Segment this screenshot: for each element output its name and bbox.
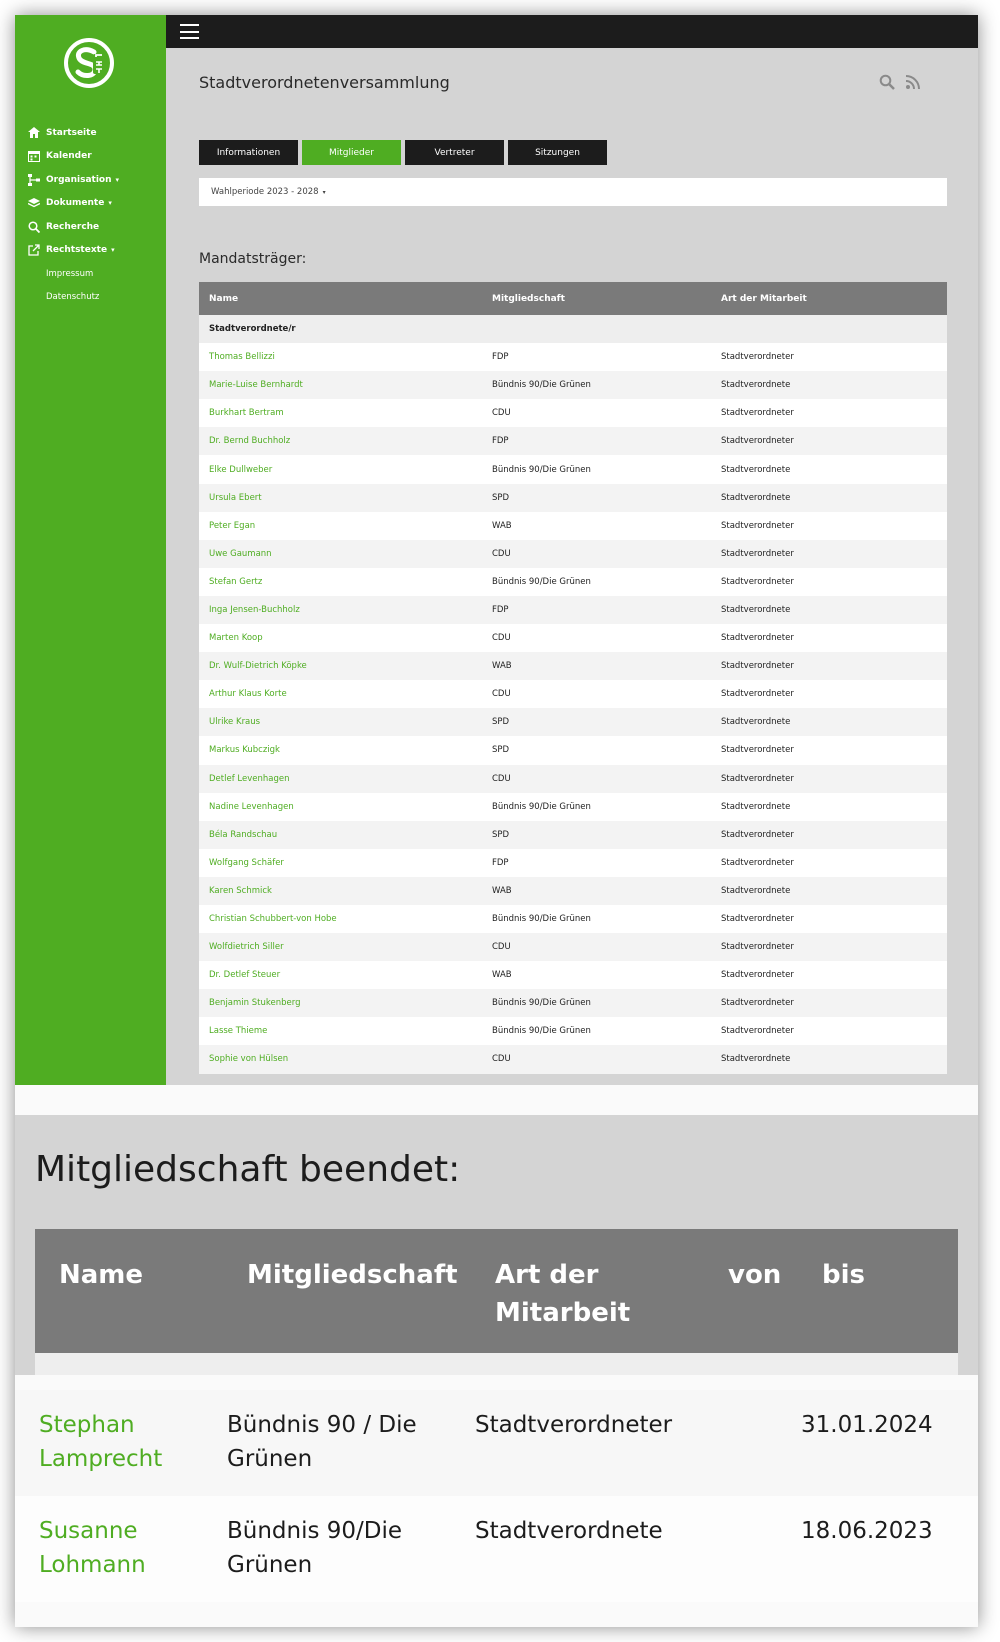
name-line2: Lamprecht	[39, 1446, 163, 1472]
membership-cell: SPD	[482, 708, 711, 736]
nav-label: Organisation	[46, 174, 112, 185]
nav-recherche[interactable]	[27, 215, 167, 239]
chevron-down-icon: ▾	[115, 175, 120, 184]
nav-label: Recherche	[46, 221, 100, 232]
layers-icon	[27, 196, 41, 210]
ended-table-header	[35, 1229, 958, 1353]
role-cell: Stadtverordneter	[711, 399, 947, 427]
table-row	[199, 989, 947, 1017]
nav-impressum[interactable]: Impressum	[46, 268, 94, 279]
table-row	[199, 1017, 947, 1045]
table-header-row	[199, 282, 947, 315]
membership-cell: Bündnis 90/Die Grünen	[482, 1017, 711, 1045]
role-cell: Stadtverordneter	[711, 961, 947, 989]
member-name-link[interactable]: Inga Jensen-Buchholz	[199, 596, 482, 624]
table-row	[199, 680, 947, 708]
column-header-membership: Mitgliedschaft	[247, 1260, 458, 1290]
table-row	[199, 455, 947, 483]
membership-line2: Grünen	[227, 1446, 313, 1472]
nav-label: Startseite	[46, 127, 97, 138]
membership-cell: Bündnis 90/Die Grünen	[482, 371, 711, 399]
membership-cell: WAB	[482, 652, 711, 680]
membership-cell: WAB	[482, 877, 711, 905]
members-heading: Mandatsträger:	[199, 251, 307, 267]
role-cell: Stadtverordneter	[711, 680, 947, 708]
member-name-link[interactable]: Marten Koop	[199, 624, 482, 652]
membership-cell: FDP	[482, 849, 711, 877]
member-name-link[interactable]: Béla Randschau	[199, 821, 482, 849]
tab-sitzungen[interactable]: Sitzungen	[508, 140, 607, 165]
role-cell: Stadtverordneter	[711, 905, 947, 933]
role-cell: Stadtverordnete	[711, 455, 947, 483]
member-name-link[interactable]: Ursula Ebert	[199, 484, 482, 512]
period-select[interactable]	[199, 178, 947, 206]
role-cell: Stadtverordneter	[475, 1412, 673, 1438]
nav-label: Dokumente	[46, 198, 105, 209]
tab-mitglieder[interactable]: Mitglieder	[302, 140, 401, 165]
role-cell: Stadtverordneter	[711, 652, 947, 680]
chevron-down-icon: ▾	[322, 188, 326, 196]
role-cell: Stadtverordnete	[711, 371, 947, 399]
table-group-row	[199, 315, 947, 343]
role-cell: Stadtverordneter	[711, 568, 947, 596]
membership-cell: Bündnis 90/Die Grünen	[482, 793, 711, 821]
table-row	[199, 484, 947, 512]
table-row	[199, 849, 947, 877]
role-cell: Stadtverordneter	[711, 989, 947, 1017]
top-bar	[166, 15, 978, 48]
member-name-link[interactable]: Lasse Thieme	[199, 1017, 482, 1045]
member-name-link[interactable]: Christian Schubbert-von Hobe	[199, 905, 482, 933]
table-row	[199, 877, 947, 905]
table-row	[199, 399, 947, 427]
membership-cell: SPD	[482, 484, 711, 512]
member-name-link[interactable]: Dr. Wulf-Dietrich Köpke	[199, 652, 482, 680]
table-row	[199, 596, 947, 624]
home-icon	[27, 126, 41, 140]
membership-cell: CDU	[482, 540, 711, 568]
member-name-link[interactable]: Peter Egan	[199, 512, 482, 540]
member-name-link[interactable]	[39, 1408, 162, 1476]
membership-cell: CDU	[482, 1045, 711, 1073]
member-name-link[interactable]: Dr. Detlef Steuer	[199, 961, 482, 989]
nav-datenschutz[interactable]: Datenschutz	[46, 292, 100, 303]
membership-cell: SPD	[482, 736, 711, 764]
member-name-link[interactable]: Elke Dullweber	[199, 455, 482, 483]
name-line2: Lohmann	[39, 1552, 146, 1578]
membership-line1: Bündnis 90 / Die	[227, 1412, 417, 1438]
membership-cell: WAB	[482, 961, 711, 989]
column-header-membership: Mitgliedschaft	[482, 282, 711, 315]
members-table-body	[199, 315, 947, 1074]
nav-dokumente[interactable]	[27, 192, 167, 216]
ended-heading: Mitgliedschaft beendet:	[35, 1149, 461, 1190]
snet-logo	[63, 37, 115, 89]
chevron-down-icon: ▾	[108, 199, 112, 208]
external-link-icon	[27, 243, 41, 257]
role-cell: Stadtverordneter	[711, 736, 947, 764]
role-cell: Stadtverordnete	[475, 1518, 663, 1544]
column-header-role-line2: Mitarbeit	[495, 1298, 631, 1328]
search-icon	[27, 220, 41, 234]
table-row	[199, 905, 947, 933]
table-row	[199, 624, 947, 652]
member-name-link[interactable]: Dr. Bernd Buchholz	[199, 427, 482, 455]
calendar-icon	[27, 149, 41, 163]
membership-cell: Bündnis 90/Die Grünen	[482, 989, 711, 1017]
tab-informationen[interactable]: Informationen	[199, 140, 298, 165]
role-cell: Stadtverordneter	[711, 512, 947, 540]
member-name-link[interactable]	[39, 1514, 146, 1582]
member-name-link[interactable]: Arthur Klaus Korte	[199, 680, 482, 708]
app-screenshot	[15, 15, 978, 1085]
name-line1: Stephan	[39, 1412, 135, 1438]
table-row	[199, 821, 947, 849]
tab-bar	[199, 140, 607, 165]
nav-kalender[interactable]	[27, 145, 167, 169]
member-name-link[interactable]: Benjamin Stukenberg	[199, 989, 482, 1017]
table-row	[199, 736, 947, 764]
membership-line2: Grünen	[227, 1552, 313, 1578]
member-name-link[interactable]: Wolfgang Schäfer	[199, 849, 482, 877]
table-row	[199, 708, 947, 736]
member-name-link[interactable]: Stefan Gertz	[199, 568, 482, 596]
chevron-down-icon: ▾	[111, 246, 115, 255]
role-cell: Stadtverordneter	[711, 933, 947, 961]
column-header-to: bis	[822, 1260, 865, 1290]
members-table	[199, 282, 947, 1074]
role-cell: Stadtverordneter	[711, 821, 947, 849]
rss-feed-icon[interactable]	[905, 74, 921, 94]
header-tools	[879, 74, 921, 94]
column-header-name: Name	[199, 282, 482, 315]
tab-vertreter[interactable]: Vertreter	[405, 140, 504, 165]
membership-cell: FDP	[482, 343, 711, 371]
membership-cell	[227, 1514, 402, 1582]
role-cell: Stadtverordnete	[711, 793, 947, 821]
role-cell: Stadtverordnete	[711, 1045, 947, 1073]
role-cell: Stadtverordnete	[711, 877, 947, 905]
membership-cell: CDU	[482, 399, 711, 427]
nav-organisation[interactable]	[27, 168, 167, 192]
table-row	[199, 793, 947, 821]
role-cell: Stadtverordnete	[711, 708, 947, 736]
member-name-link[interactable]: Marie-Luise Bernhardt	[199, 371, 482, 399]
sidebar	[15, 15, 166, 1085]
role-cell: Stadtverordneter	[711, 765, 947, 793]
column-header-from: von	[728, 1260, 782, 1290]
table-row	[199, 427, 947, 455]
membership-cell: FDP	[482, 427, 711, 455]
table-row	[199, 568, 947, 596]
member-name-link[interactable]: Burkhart Bertram	[199, 399, 482, 427]
to-date-cell: 18.06.2023	[801, 1518, 933, 1544]
role-cell: Stadtverordnete	[711, 596, 947, 624]
membership-cell: CDU	[482, 680, 711, 708]
membership-cell: CDU	[482, 624, 711, 652]
membership-cell: Bündnis 90/Die Grünen	[482, 455, 711, 483]
table-row	[199, 371, 947, 399]
column-header-name: Name	[59, 1260, 144, 1290]
to-date-cell: 31.01.2024	[801, 1412, 933, 1438]
table-row	[15, 1496, 978, 1602]
column-header-role-line1: Art der	[495, 1260, 599, 1290]
membership-cell: Bündnis 90/Die Grünen	[482, 905, 711, 933]
column-header-role	[495, 1256, 630, 1332]
ended-membership-section	[15, 1115, 978, 1375]
member-name-link[interactable]: Detlef Levenhagen	[199, 765, 482, 793]
membership-cell: CDU	[482, 933, 711, 961]
membership-line1: Bündnis 90/Die	[227, 1518, 403, 1544]
main-nav	[27, 121, 167, 309]
member-name-link[interactable]: Sophie von Hülsen	[199, 1045, 482, 1073]
page-title: Stadtverordnetenversammlung	[199, 73, 450, 92]
member-name-link[interactable]: Wolfdietrich Siller	[199, 933, 482, 961]
member-name-link[interactable]: Uwe Gaumann	[199, 540, 482, 568]
membership-cell: SPD	[482, 821, 711, 849]
nav-rechtstexte[interactable]	[27, 239, 167, 263]
membership-cell: CDU	[482, 765, 711, 793]
name-line1: Susanne	[39, 1518, 138, 1544]
search-icon[interactable]	[879, 74, 895, 94]
organisation-icon	[27, 173, 41, 187]
member-name-link[interactable]: Nadine Levenhagen	[199, 793, 482, 821]
nav-label: Rechtstexte	[46, 245, 108, 256]
nav-startseite[interactable]	[27, 121, 167, 145]
column-header-role: Art der Mitarbeit	[711, 282, 947, 315]
nav-label: Kalender	[46, 151, 92, 162]
table-row	[199, 343, 947, 371]
member-name-link[interactable]: Karen Schmick	[199, 877, 482, 905]
role-cell: Stadtverordnete	[711, 484, 947, 512]
table-row	[199, 961, 947, 989]
membership-cell: WAB	[482, 512, 711, 540]
role-cell: Stadtverordneter	[711, 540, 947, 568]
table-row	[199, 933, 947, 961]
role-cell: Stadtverordneter	[711, 427, 947, 455]
membership-cell	[227, 1408, 417, 1476]
table-divider	[35, 1353, 958, 1375]
role-cell: Stadtverordneter	[711, 849, 947, 877]
screenshot-frame	[15, 15, 978, 1627]
table-row	[199, 765, 947, 793]
period-label: Wahlperiode 2023 - 2028	[211, 187, 319, 197]
hamburger-menu-icon[interactable]	[180, 24, 199, 39]
member-name-link[interactable]: Ulrike Kraus	[199, 708, 482, 736]
role-cell: Stadtverordneter	[711, 343, 947, 371]
table-row	[199, 1045, 947, 1073]
table-row	[15, 1390, 978, 1496]
role-cell: Stadtverordneter	[711, 624, 947, 652]
membership-cell: FDP	[482, 596, 711, 624]
role-cell: Stadtverordneter	[711, 1017, 947, 1045]
member-name-link[interactable]: Markus Kubczigk	[199, 736, 482, 764]
table-row	[199, 540, 947, 568]
table-row	[199, 512, 947, 540]
group-label: Stadtverordnete/r	[199, 315, 947, 343]
table-row	[199, 652, 947, 680]
membership-cell: Bündnis 90/Die Grünen	[482, 568, 711, 596]
member-name-link[interactable]: Thomas Bellizzi	[199, 343, 482, 371]
